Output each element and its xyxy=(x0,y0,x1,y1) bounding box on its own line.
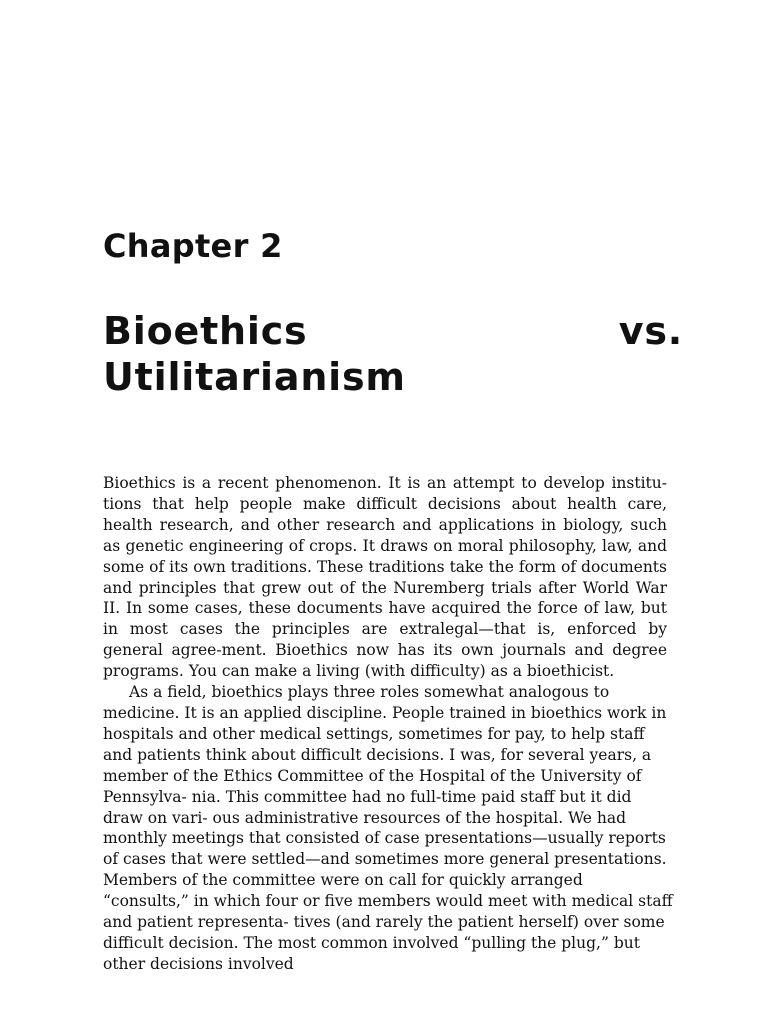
chapter-title xyxy=(103,308,683,400)
chapter-title-line-1 xyxy=(103,308,683,354)
chapter-title-word-utilitarianism: Utilitarianism xyxy=(103,355,406,399)
paragraph-1: Bioethics is a recent phenomenon. It is an attempt to develop institu-tions that help people make difficult decisions about health care, health research, and other research and applications in biology, such as genetic engineering of crops. It draws on moral philosophy, law, and some of its own traditions. These traditions take the form of documents and principles that grew out of the Nuremberg trials after World War II. In some cases, these documents have acquired the force of law, but in most cases the principles are extralegal—that is, enforced by general agree-ment. Bioethics now has its own journals and degree programs. You can make a living (with difficulty) as a bioethicist. xyxy=(103,474,667,681)
chapter-number: Chapter 2 xyxy=(103,227,283,265)
chapter-title-word-vs: vs. xyxy=(618,309,683,353)
chapter-title-word-bioethics: Bioethics xyxy=(103,309,308,353)
body-text xyxy=(103,473,673,975)
paragraph-2: As a field, bioethics plays three roles somewhat analogous to medicine. It is an applied discipline. People trained in bioethics work in hospitals and other medical settings, sometimes for pay, to help staff and patients think about difficult decisions. I was, for several years, a member of the Ethics Committee of the Hospital of the University of Pennsylva- nia. This committee had no full-time paid staff but it did draw on vari- ous administrative resources of the hospital. We had monthly meetings that consisted of case presentations—usually reports of cases that were settled—and sometimes more general presentations. Members of the committee were on call for quickly arranged “consults,” in which four or five members would meet with medical staff and patient representa- tives (and rarely the patient herself) over some difficult decision. The most common involved “pulling the plug,” but other decisions involved xyxy=(103,683,673,973)
